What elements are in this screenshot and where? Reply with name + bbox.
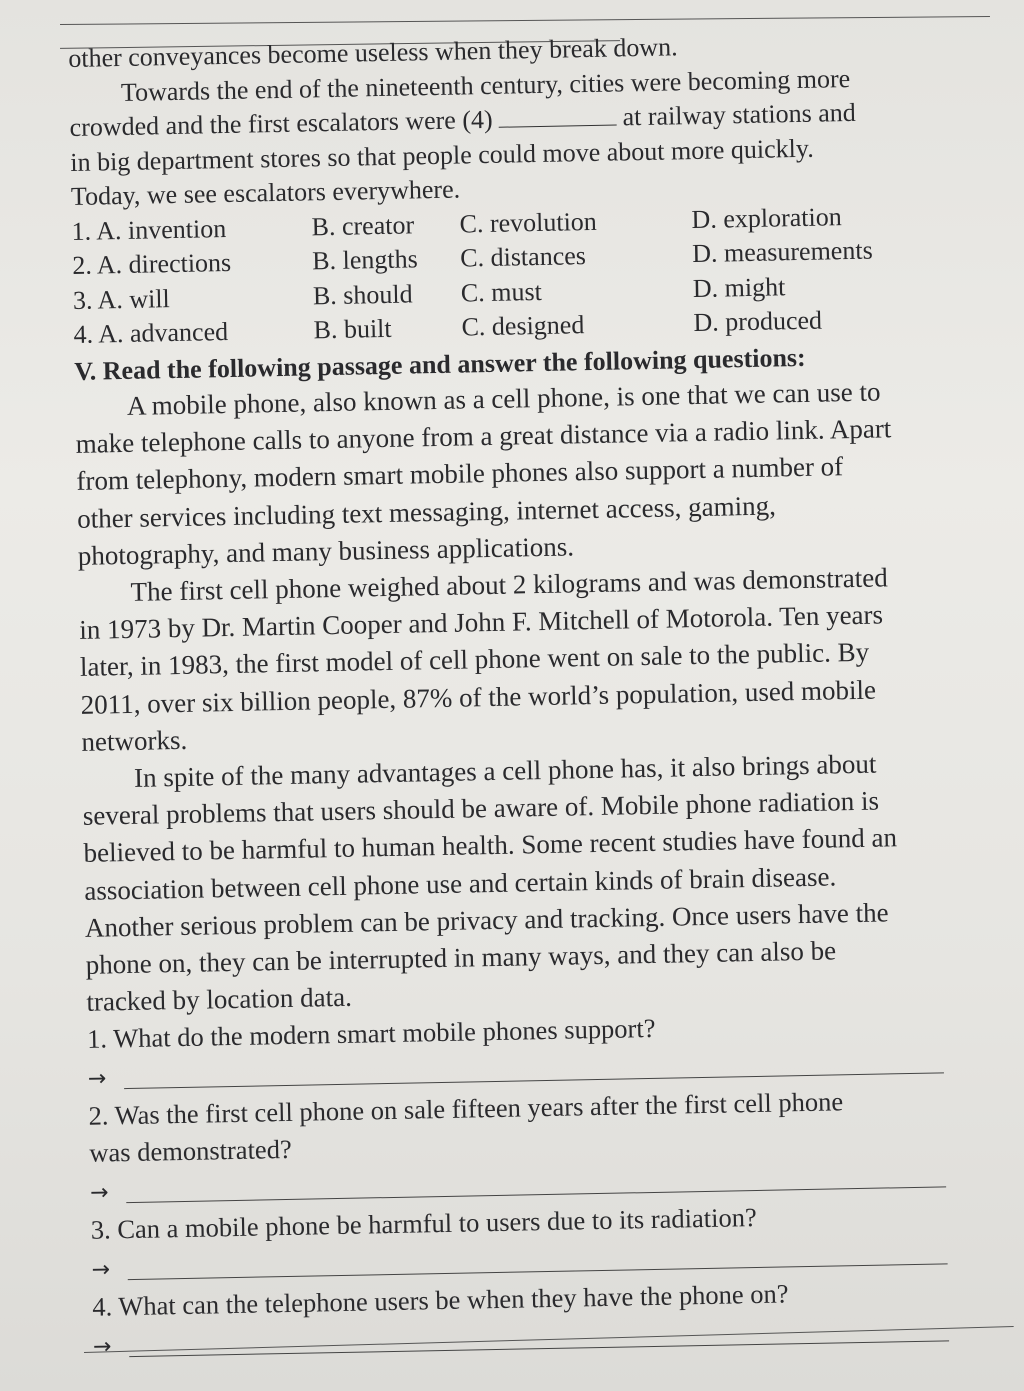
paragraph-1-line: from telephony, modern smart mobile phones also support a number of (76, 451, 844, 497)
paragraph-3-line: association between cell phone use and certain kinds of brain disease. (84, 861, 837, 906)
option-b[interactable]: B. built (313, 313, 392, 345)
questions-list (87, 1004, 1013, 1367)
page-text (68, 24, 1013, 1366)
option-a[interactable]: 1. A. invention (71, 213, 227, 246)
reading-passage-escalators (68, 24, 991, 214)
paragraph-1-line: A mobile phone, also known as a cell phone, is one that we can use to (126, 376, 881, 421)
paragraph-2-line: in 1973 by Dr. Martin Cooper and John F. Mitchell of Motorola. Ten years (79, 599, 884, 646)
paragraph-3-line: Another serious problem can be privacy and tracking. Once users have the (84, 897, 889, 943)
option-a[interactable]: 4. A. advanced (73, 316, 229, 349)
arrow-icon: → (87, 1066, 107, 1093)
question-3: 3. Can a mobile phone be harmful to users due to its radiation? (90, 1202, 758, 1246)
question-2: 2. Was the first cell phone on sale fifteen years after the first cell phone (88, 1086, 844, 1132)
option-c[interactable]: C. revolution (459, 206, 598, 239)
question-4: 4. What can the telephone users be when they have the phone on? (92, 1278, 789, 1323)
option-a[interactable]: 2. A. directions (72, 247, 232, 280)
arrow-icon: → (89, 1180, 109, 1207)
option-d[interactable]: D. measurements (691, 235, 873, 269)
paragraph-2-line: 2011, over six billion people, 87% of the world’s population, used mobile (80, 674, 877, 720)
option-b[interactable]: B. creator (311, 209, 415, 241)
option-b[interactable]: B. should (312, 278, 413, 310)
option-c[interactable]: C. must (460, 276, 543, 308)
paragraph-2-line: networks. (81, 724, 188, 757)
answer-blank-4[interactable] (499, 123, 617, 127)
paragraph-2-line: later, in 1983, the first model of cell phone went on sale to the public. By (79, 637, 870, 683)
arrow-icon: → (92, 1334, 112, 1361)
paragraph-1-line: other services including text messaging, internet access, gaming, (76, 490, 777, 534)
option-d[interactable]: D. produced (693, 305, 823, 338)
arrow-icon: → (91, 1257, 111, 1284)
paragraph-2-line: The first cell phone weighed about 2 kilograms and was demonstrated (130, 562, 889, 607)
multiple-choice-options (71, 197, 993, 353)
option-c[interactable]: C. designed (461, 310, 585, 342)
passage-line: Towards the end of the nineteenth century, cities were becoming more (120, 63, 851, 107)
option-d[interactable]: D. exploration (691, 201, 842, 234)
option-c[interactable]: C. distances (459, 241, 587, 273)
paragraph-3-line: several problems that users should be aware of. Mobile phone radiation is (82, 785, 880, 832)
paragraph-3-line: believed to be harmful to human health. Some recent studies have found an (83, 822, 898, 869)
passage-line: other conveyances become useless when they break down. (68, 32, 678, 73)
paragraph-3-line: phone on, they can be interrupted in many ways, and they can also be (85, 935, 837, 980)
paragraph-3-line: In spite of the many advantages a cell phone has, it also brings about (133, 748, 877, 793)
paragraph-1-line: photography, and many business applications. (77, 531, 575, 571)
paragraph-3-line: tracked by location data. (86, 981, 353, 1018)
question-1: 1. What do the modern smart mobile phones support? (86, 1013, 656, 1055)
paragraph-1-line: make telephone calls to anyone from a great distance via a radio link. Apart (75, 413, 892, 460)
question-2-continued: was demonstrated? (89, 1134, 292, 1169)
passage-line: Today, we see escalators everywhere. (70, 174, 461, 211)
passage-text: crowded and the first escalators were (4) (69, 104, 493, 142)
section-v-heading: V. Read the following passage and answer the following questions: (74, 342, 806, 386)
option-b[interactable]: B. lengths (311, 244, 418, 276)
passage-line: in big department stores so that people could move about more quickly. (70, 133, 814, 177)
answer-write-line[interactable] (129, 1341, 949, 1358)
option-d[interactable]: D. might (692, 271, 786, 303)
passage-text: at railway stations and (622, 97, 857, 132)
option-a[interactable]: 3. A. will (72, 283, 171, 315)
top-rule (60, 16, 990, 25)
reading-passage-mobile-phone (75, 371, 1007, 1021)
